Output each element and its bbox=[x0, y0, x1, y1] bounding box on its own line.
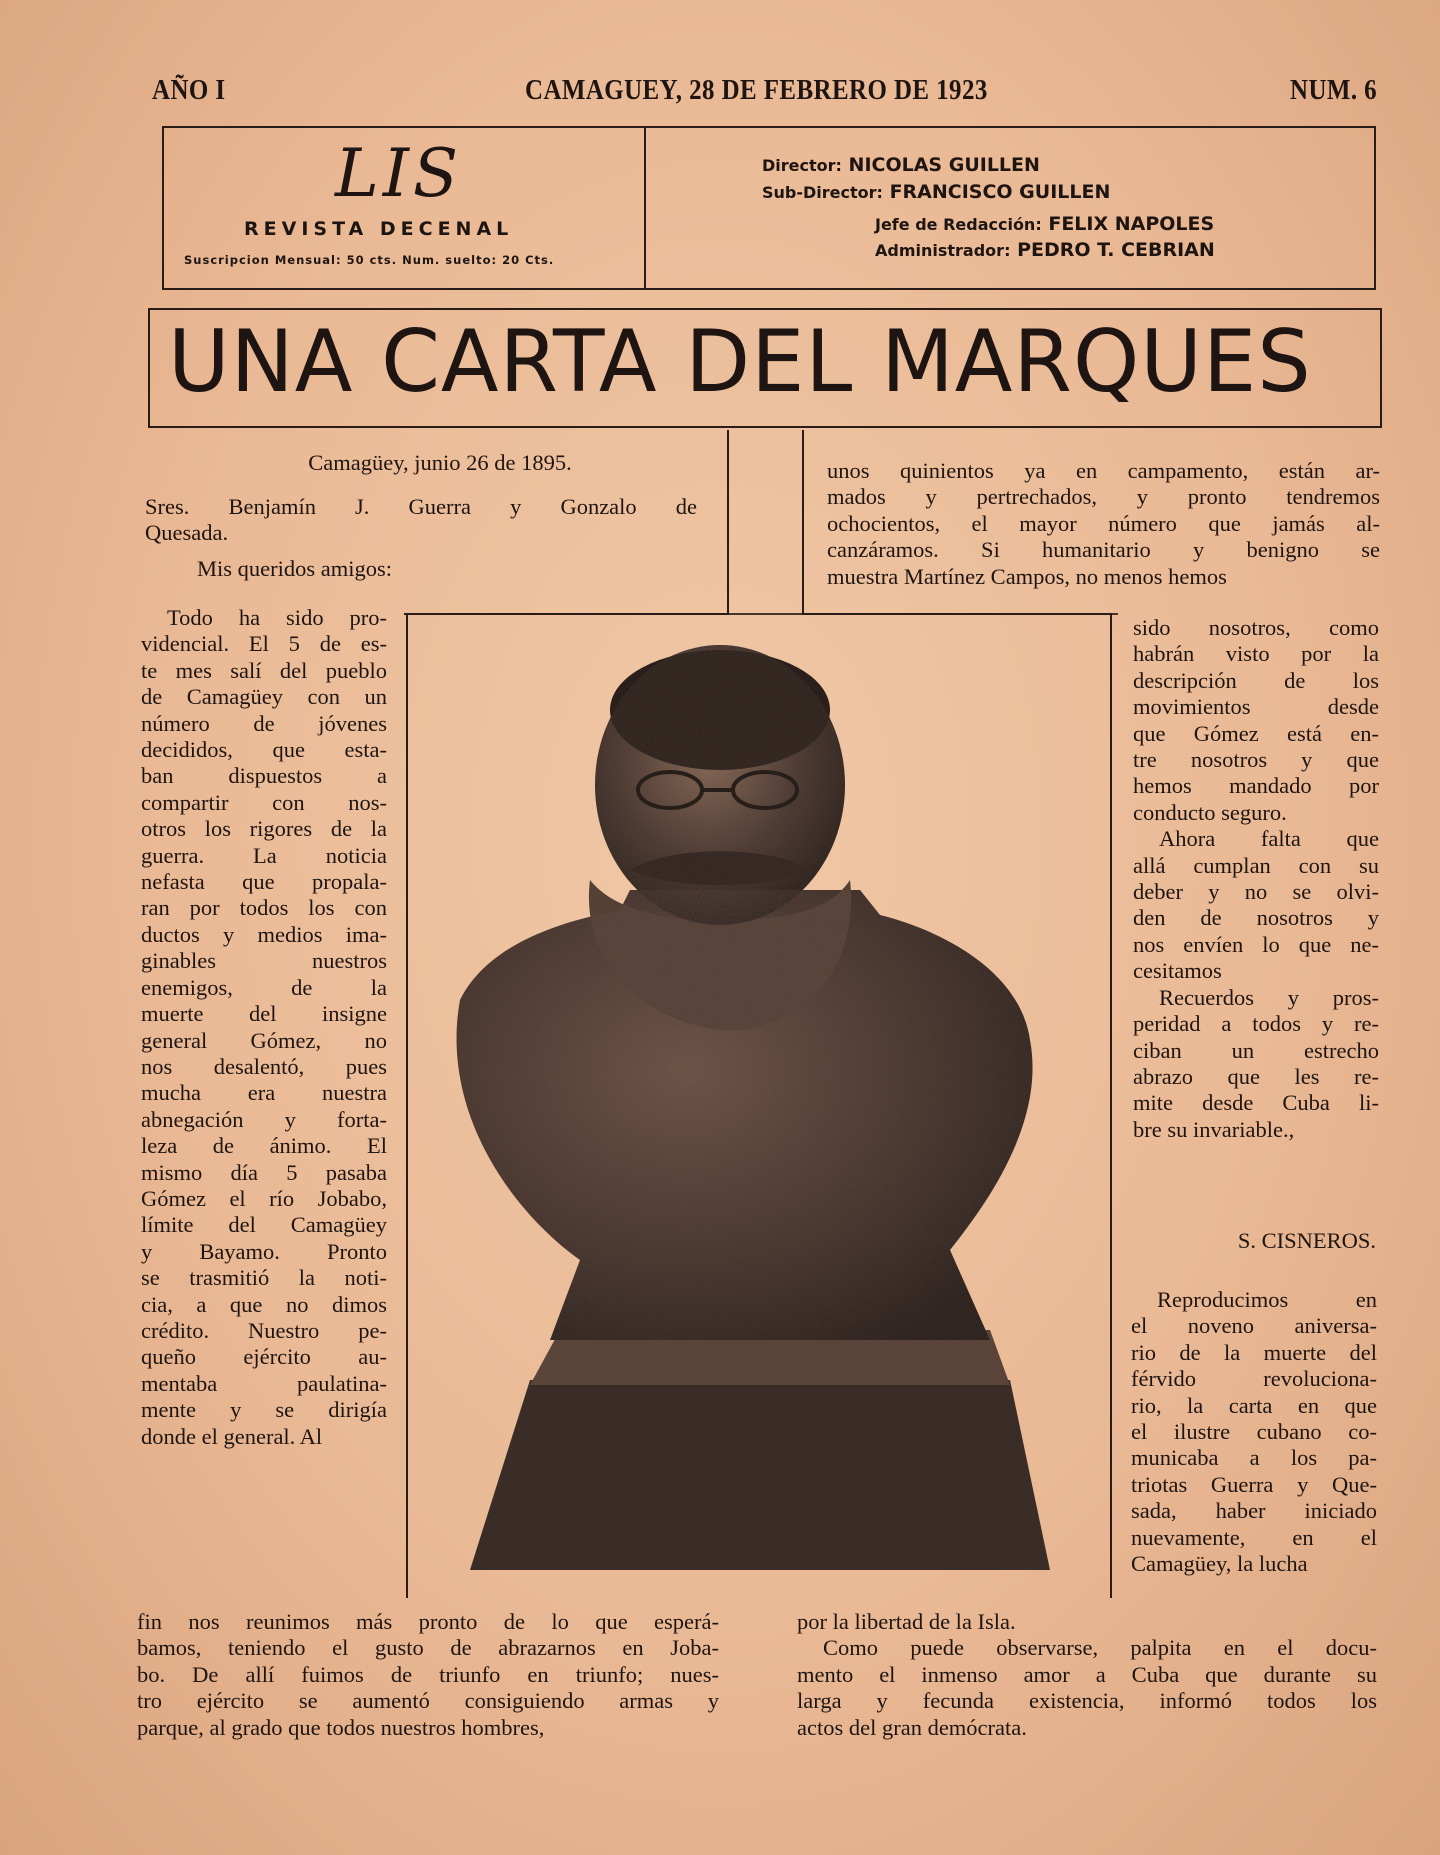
text-line: Camagüey, la lucha bbox=[1131, 1551, 1308, 1577]
staff-role: Director: bbox=[762, 156, 842, 175]
text-line: Ahora falta que bbox=[1159, 826, 1379, 852]
image-frame-rule bbox=[408, 613, 1118, 615]
staff-role: Jefe de Redacción: bbox=[875, 215, 1042, 234]
text-line: mente y se dirigía bbox=[141, 1397, 387, 1423]
text-line: te mes salí del pueblo bbox=[141, 657, 387, 683]
text-line: mentaba paulatina- bbox=[141, 1370, 387, 1396]
right-top-rule bbox=[802, 430, 804, 615]
text-line: parque, al grado que todos nuestros hombres, bbox=[137, 1714, 545, 1740]
text-line: nefasta que propala- bbox=[141, 869, 387, 895]
text-line: de Camagüey con un bbox=[141, 684, 387, 710]
intro-rule bbox=[727, 430, 729, 615]
bust-photograph bbox=[430, 640, 1080, 1575]
staff-subdirector bbox=[762, 181, 1110, 203]
letter-salutation: Mis queridos amigos: bbox=[197, 556, 392, 581]
text-line: mismo día 5 pasaba bbox=[141, 1159, 387, 1185]
text-line: sido nosotros, como bbox=[1133, 615, 1379, 640]
staff-director bbox=[762, 154, 1040, 176]
text-line: allá cumplan con su bbox=[1133, 852, 1379, 878]
magazine-logo: LIS bbox=[335, 135, 463, 212]
staff-name: NICOLAS GUILLEN bbox=[848, 154, 1040, 176]
addressee-line: Quesada. bbox=[145, 520, 229, 546]
text-line: abnegación y forta- bbox=[141, 1106, 387, 1132]
text-line: abrazo que les re- bbox=[1133, 1063, 1379, 1089]
text-line: rio de la muerte del bbox=[1131, 1339, 1377, 1365]
text-line: general Gómez, no bbox=[141, 1027, 387, 1053]
text-line: leza de ánimo. El bbox=[141, 1133, 387, 1159]
text-line: crédito. Nuestro pe- bbox=[141, 1317, 387, 1343]
text-line: enemigos, de la bbox=[141, 974, 387, 1000]
letter-left-bottom bbox=[137, 1609, 719, 1741]
staff-role: Sub-Director: bbox=[762, 183, 883, 202]
text-line: tro ejército se aumentó consiguiendo armas y bbox=[137, 1688, 719, 1714]
text-line: mados y pertrechados, y pronto tendremos bbox=[827, 484, 1380, 510]
text-line: ciban un estrecho bbox=[1133, 1037, 1379, 1063]
text-line: municaba a los pa- bbox=[1131, 1445, 1377, 1471]
text-line: número de jóvenes bbox=[141, 710, 387, 736]
text-line: bre su invariable., bbox=[1133, 1116, 1295, 1142]
text-line: Gómez el río Jobabo, bbox=[141, 1185, 387, 1211]
dateline: CAMAGUEY, 28 DE FEBRERO DE 1923 bbox=[525, 74, 988, 106]
text-line: cia, a que no dimos bbox=[141, 1291, 387, 1317]
text-line: por la libertad de la Isla. bbox=[797, 1609, 1016, 1634]
text-line: nos desalentó, pues bbox=[141, 1053, 387, 1079]
addressee-line: Sres. Benjamín J. Guerra y Gonzalo de bbox=[145, 494, 697, 519]
staff-administrator bbox=[875, 239, 1215, 261]
text-line: triotas Guerra y Que- bbox=[1131, 1471, 1377, 1497]
text-line: ginables nuestros bbox=[141, 948, 387, 974]
staff-editor bbox=[875, 213, 1214, 235]
text-line: mite desde Cuba li- bbox=[1133, 1090, 1379, 1116]
text-line: sada, haber iniciado bbox=[1131, 1498, 1377, 1524]
text-line: muerte del insigne bbox=[141, 1001, 387, 1027]
text-line: bamos, teniendo el gusto de abrazarnos en Joba- bbox=[137, 1635, 719, 1661]
text-line: tre nosotros y que bbox=[1133, 747, 1379, 773]
editor-note-bottom bbox=[797, 1609, 1377, 1741]
letter-date: Camagüey, junio 26 de 1895. bbox=[308, 450, 572, 475]
issue-number: NUM. 6 bbox=[1290, 74, 1378, 106]
text-line: deber y no se olvi- bbox=[1133, 879, 1379, 905]
text-line: fin nos reunimos más pronto de lo que esperá- bbox=[137, 1609, 719, 1634]
text-line: movimientos desde bbox=[1133, 694, 1379, 720]
text-line: guerra. La noticia bbox=[141, 842, 387, 868]
bust-illustration bbox=[430, 640, 1080, 1575]
letter-signature: S. CISNEROS. bbox=[1237, 1228, 1376, 1253]
text-line: muestra Martínez Campos, no menos hemos bbox=[827, 563, 1227, 589]
text-line: se trasmitió la noti- bbox=[141, 1265, 387, 1291]
text-line: otros los rigores de la bbox=[141, 816, 387, 842]
text-line: actos del gran demócrata. bbox=[797, 1714, 1027, 1740]
text-line: donde el general. Al bbox=[141, 1423, 323, 1449]
year-label: AÑO I bbox=[152, 74, 226, 106]
editor-note bbox=[1131, 1287, 1377, 1577]
text-line: bo. De allí fuimos de triunfo en triunfo; nues- bbox=[137, 1661, 719, 1687]
text-line: Todo ha sido pro- bbox=[167, 605, 387, 630]
text-line: rio, la carta en que bbox=[1131, 1392, 1377, 1418]
letter-addressee bbox=[145, 494, 697, 547]
text-line: conducto seguro. bbox=[1133, 799, 1287, 825]
letter-left-column bbox=[141, 605, 387, 1450]
text-line: queño ejército au- bbox=[141, 1344, 387, 1370]
text-line: ban dispuestos a bbox=[141, 763, 387, 789]
text-line: larga y fecunda existencia, informó todos los bbox=[797, 1688, 1377, 1714]
text-line: habrán visto por la bbox=[1133, 641, 1379, 667]
text-line: mento el inmenso amor a Cuba que durante su bbox=[797, 1661, 1377, 1687]
masthead-divider bbox=[644, 126, 646, 288]
text-line: unos quinientos ya en campamento, están ar- bbox=[827, 458, 1380, 483]
text-line: hemos mandado por bbox=[1133, 773, 1379, 799]
text-line: Recuerdos y pros- bbox=[1159, 984, 1379, 1010]
text-line: ochocientos, el mayor número que jamás al- bbox=[827, 510, 1380, 536]
text-line: límite del Camagüey bbox=[141, 1212, 387, 1238]
text-line: nos envíen lo que ne- bbox=[1133, 931, 1379, 957]
letter-right-top bbox=[827, 458, 1380, 590]
text-line: mucha era nuestra bbox=[141, 1080, 387, 1106]
text-line: ran por todos los con bbox=[141, 895, 387, 921]
staff-role: Administrador: bbox=[875, 241, 1011, 260]
text-line: el ilustre cubano co- bbox=[1131, 1419, 1377, 1445]
text-line: que Gómez está en- bbox=[1133, 720, 1379, 746]
staff-name: FRANCISCO GUILLEN bbox=[889, 181, 1111, 203]
text-line: canzáramos. Si humanitario y benigno se bbox=[827, 537, 1380, 563]
headline: UNA CARTA DEL MARQUES bbox=[168, 312, 1312, 412]
staff-name: PEDRO T. CEBRIAN bbox=[1017, 239, 1215, 261]
text-line: el noveno aniversa- bbox=[1131, 1313, 1377, 1339]
image-frame-rule bbox=[406, 613, 408, 1598]
text-line: decididos, que esta- bbox=[141, 737, 387, 763]
text-line: peridad a todos y re- bbox=[1133, 1011, 1379, 1037]
text-line: nuevamente, en el bbox=[1131, 1524, 1377, 1550]
text-line: descripción de los bbox=[1133, 667, 1379, 693]
text-line: Como puede observarse, palpita en el docu- bbox=[823, 1635, 1377, 1661]
text-line: ductos y medios ima- bbox=[141, 921, 387, 947]
text-line: y Bayamo. Pronto bbox=[141, 1238, 387, 1264]
text-line: cesitamos bbox=[1133, 958, 1222, 984]
text-line: den de nosotros y bbox=[1133, 905, 1379, 931]
staff-name: FELIX NAPOLES bbox=[1048, 213, 1215, 235]
text-line: videncial. El 5 de es- bbox=[141, 631, 387, 657]
magazine-subtitle: REVISTA DECENAL bbox=[244, 218, 514, 240]
text-line: compartir con nos- bbox=[141, 789, 387, 815]
text-line: férvido revoluciona- bbox=[1131, 1366, 1377, 1392]
image-frame-rule bbox=[1110, 613, 1112, 1598]
subscription-info: Suscripcion Mensual: 50 cts. Num. suelto: 20 Cts. bbox=[184, 253, 555, 267]
text-line: Reproducimos en bbox=[1157, 1287, 1377, 1312]
letter-right-column bbox=[1133, 615, 1379, 1143]
